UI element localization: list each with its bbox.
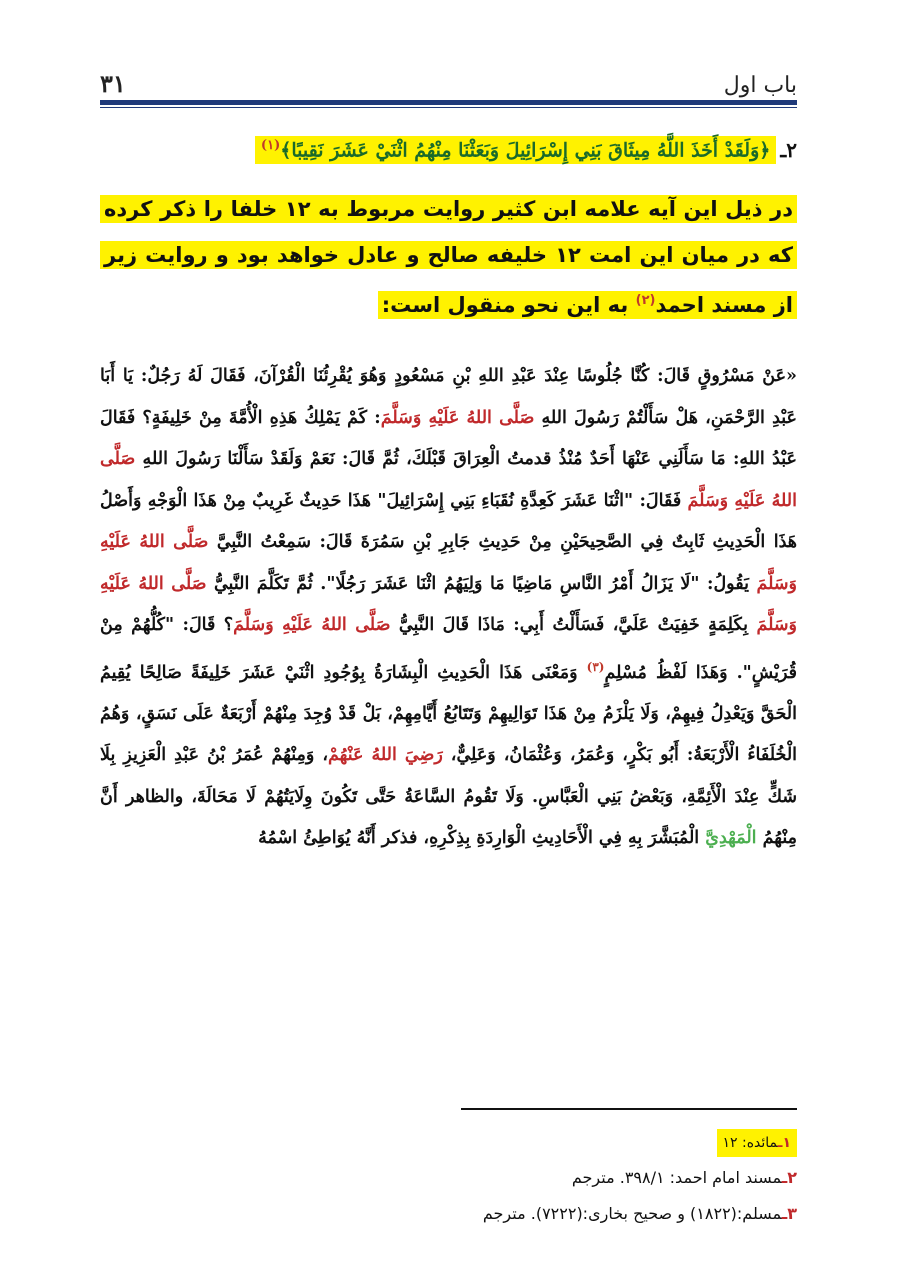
header-rule [100,100,797,105]
hadith-part-7: وَمَعْنَى هَذَا الْحَدِيثِ الْبِشَارَةُ بِوُجُودِ اثْنَيْ عَشَرَ خَلِيفَةً صَالِحًا يُقِيمُ الْحَقَّ وَيَعْدِلُ فِيهِمْ، وَلَا يَلْزَمُ مِنْ هَذَا تَوَالِيهِمْ وَتَتَابُعُ أَيَّامِهِمْ، بَلْ قَدْ وُجِدَ مِنْهُمْ أَرْبَعَةٌ عَلَى نَسَقٍ، وَهُمُ الْخُلَفَاءُ الْأَرْبَعَةُ: أَبُو بَكْرٍ، وَعُمَرُ، وَعُثْمَانُ، وَعَلِيٌّ، [100,662,798,766]
footnote-2-number: ۲ـ [781,1168,797,1187]
hadith-part-2: : كَمْ يَمْلِكُ هَذِهِ الْأُمَّةَ مِنْ خَلِيفَةٍ؟ فَقَالَ عَبْدُ اللهِ: مَا سَأَلَنِي عَنْهَا أَحَدٌ مُنْذُ قدمتُ الْعِرَاقَ قَبْلَكَ، ثُمَّ قَالَ: نَعَمْ وَلَقَدْ سَأَلْنَا رَسُولَ اللهِ [100,407,797,469]
footnote-2 [100,1160,797,1196]
salutation-2: صَلَّى اللهُ عَلَيْهِ وَسَلَّمَ [100,449,797,511]
intro-text: در ذیل این آیه علامه ابن کثیر روایت مربوط به ۱۲ خلفا را ذکر کرده که در میان این امت ۱۲ خلیفه صالح و عادل خواهد بود و روایت زیر از مسند احمد [104,197,793,317]
footnote-1-highlight [717,1129,798,1157]
hadith-part-6: ؟ قَالَ: "كُلُّهُمْ مِنْ قُرَيْشٍ". وَهَذَا لَفْظُ مُسْلِمٍ [100,615,798,683]
quran-verse [255,130,797,170]
verse-number: ۲ـ [780,138,797,162]
footnote-1-text: مائده: ۱۲ [722,1135,778,1151]
verse-arabic: ﴿وَلَقَدْ أَخَذَ اللَّهُ مِيثَاقَ بَنِي إِسْرَائِيلَ وَبَعَثْنَا مِنْهُمُ اثْنَيْ عَشَرَ نَقِيبًا﴾ [280,139,771,162]
page-header [100,58,797,98]
hadith-part-4: يَقُولُ: "لَا يَزَالُ أَمْرُ النَّاسِ مَاضِيًا مَا وَلِيَهُمُ اثْنَا عَشَرَ رَجُلًا". ثُمَّ تَكَلَّمَ النَّبِيُّ [206,573,757,594]
page-number: ۳۱ [100,69,126,98]
footnote-2-text: مسند امام احمد: ۳۹۸/۱. مترجم [571,1168,782,1187]
header-rule-thin [100,107,797,108]
salutation-5: صَلَّى اللهُ عَلَيْهِ وَسَلَّمَ [233,615,391,635]
intro-highlight [100,195,797,319]
footnote-1-number: ۱ـ [777,1135,791,1151]
salutation-4: صَلَّى اللهُ عَلَيْهِ وَسَلَّمَ [100,573,797,635]
hadith-text [100,356,797,860]
chapter-title: باب اول [723,73,797,98]
intro-text-end: به این نحو منقول است: [381,293,636,317]
verse-footnote-ref: (۱) [260,138,281,154]
hadith-part-3: فَقَالَ: "اثْنَا عَشَرَ كَعِدَّةِ نُقَبَاءِ بَنِي إِسْرَائِيلَ" هَذَا حَدِيثٌ غَرِيبٌ مِنْ هَذَا الْوَجْهِ وَأَصْلُ هَذَا الْحَدِيثِ ثَابِتٌ فِي الصَّحِيحَيْنِ مِنْ حَدِيثِ جَابِرِ بْنِ سَمُرَةَ قَالَ: سَمِعْتُ النَّبِيَّ [100,490,797,552]
footnotes [100,1124,797,1232]
footnote-3-number: ۳ـ [781,1204,797,1223]
intro-footnote-ref: (۲) [635,293,656,308]
hadith-part-8: ، وَمِنْهُمْ عُمَرُ بْنُ عَبْدِ الْعَزِيزِ بِلَا شَكٍّ عِنْدَ الْأَئِمَّةِ، وَبَعْضُ بَنِي الْعَبَّاسِ. وَلَا تَقُومُ السَّاعَةُ حَتَّى تَكُونَ وِلَايَتُهُمْ لَا مَحَالَةَ، والظاهر أَنَّ مِنْهُمُ [100,745,797,849]
radi-allah-anhum: رَضِيَ اللهُ عَنْهُمْ [328,745,443,766]
hadith-part-1: «عَنْ مَسْرُوقٍ قَالَ: كُنَّا جُلُوسًا عِنْدَ عَبْدِ اللهِ بْنِ مَسْعُودٍ وَهُوَ يُقْرِئُنَا الْقُرْآنَ، فَقَالَ لَهُ رَجُلٌ: يَا أَبَا عَبْدِ الرَّحْمَنِ، هَلْ سَأَلْتُمْ رَسُولَ اللهِ [100,366,797,428]
salutation-1: صَلَّى اللهُ عَلَيْهِ وَسَلَّمَ [380,407,535,428]
intro-paragraph [100,186,797,328]
hadith-part-9: الْمُبَشَّرَ بِهِ فِي الْأَحَادِيثِ الْوَارِدَةِ بِذِكْرِهِ، فذكر أَنَّهُ يُوَاطِئُ اسْمُهُ [258,828,706,849]
footnote-separator [461,1108,797,1110]
footnote-1 [100,1124,797,1160]
footnote-3 [100,1196,797,1232]
hadith-part-5: بِكَلِمَةٍ خَفِيَتْ عَلَيَّ، فَسَأَلْتُ أَبِي: مَاذَا قَالَ النَّبِيُّ [390,615,757,635]
muslim-footnote-ref: (۳) [586,659,605,674]
footnote-3-text: مسلم:(۱۸۲۲) و صحیح بخاری:(۷۲۲۲). مترجم [482,1204,782,1223]
verse-text [255,136,776,163]
salutation-3: صَلَّى اللهُ عَلَيْهِ وَسَلَّمَ [100,532,797,594]
mahdi-word: الْمَهْدِيَّ [705,828,757,849]
